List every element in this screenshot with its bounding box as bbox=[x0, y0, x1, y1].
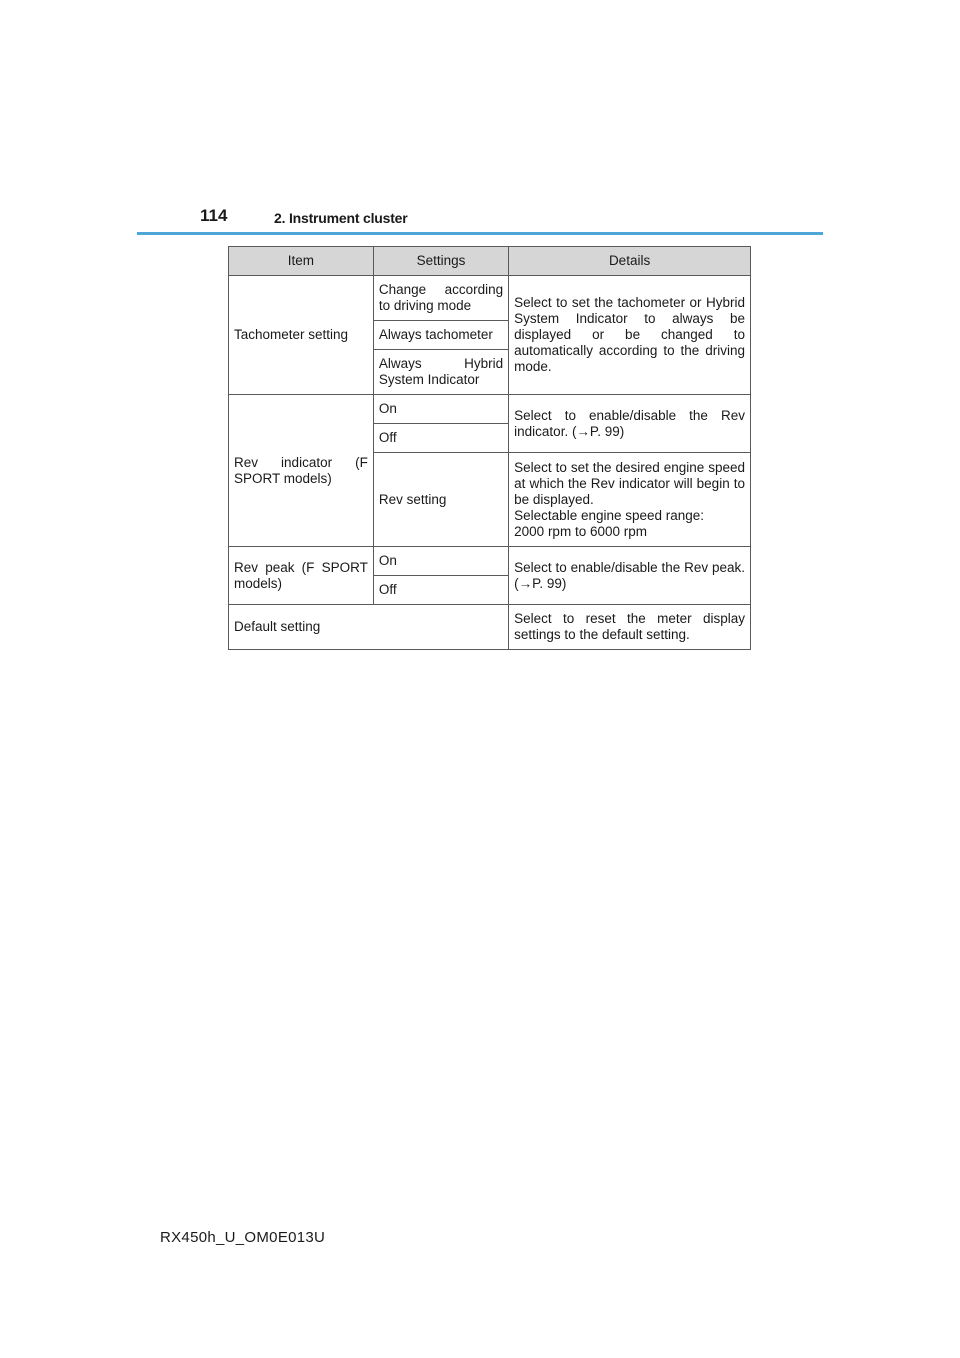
setting-peak-off: Off bbox=[373, 576, 508, 605]
table-row bbox=[229, 547, 751, 576]
setting-always-tachometer: Always tachometer bbox=[373, 321, 508, 350]
setting-rev-off: Off bbox=[373, 424, 508, 453]
section-title: 2. Instrument cluster bbox=[274, 210, 408, 226]
column-header-details: Details bbox=[509, 247, 751, 276]
table-row bbox=[229, 395, 751, 424]
settings-table bbox=[228, 246, 751, 650]
page-number: 114 bbox=[200, 206, 228, 225]
table-row bbox=[229, 605, 751, 650]
setting-always-hybrid: Always Hybrid System Indicator bbox=[373, 350, 508, 395]
item-default-setting: Default setting bbox=[229, 605, 509, 650]
model-code: RX450h_U_OM0E013U bbox=[160, 1229, 326, 1246]
details-rev-onoff: Select to enable/disable the Rev indicator. (→P. 99) bbox=[509, 395, 751, 453]
details-range-value: 2000 rpm to 6000 rpm bbox=[514, 523, 647, 539]
page-header bbox=[137, 204, 823, 236]
table-row bbox=[229, 276, 751, 321]
item-tachometer-setting: Tachometer setting bbox=[229, 276, 374, 395]
details-rev-setting bbox=[509, 453, 751, 547]
setting-peak-on: On bbox=[373, 547, 508, 576]
header-rule bbox=[137, 232, 823, 235]
column-header-item: Item bbox=[229, 247, 374, 276]
details-default-setting: Select to reset the meter display settings to the default setting. bbox=[509, 605, 751, 650]
details-rev-peak: Select to enable/disable the Rev peak. (→P. 99) bbox=[509, 547, 751, 605]
details-range-label: Selectable engine speed range: bbox=[514, 507, 705, 523]
details-rev-setting-text: Select to set the desired engine speed at which the Rev indicator will begin to be displayed. bbox=[514, 459, 745, 507]
column-header-settings: Settings bbox=[373, 247, 508, 276]
setting-change-according: Change according to driving mode bbox=[373, 276, 508, 321]
item-rev-indicator: Rev indicator (F SPORT models) bbox=[229, 395, 374, 547]
table-header-row bbox=[229, 247, 751, 276]
item-rev-peak: Rev peak (F SPORT models) bbox=[229, 547, 374, 605]
setting-rev-setting: Rev setting bbox=[373, 453, 508, 547]
details-tachometer: Select to set the tachometer or Hybrid System Indicator to always be displayed or be changed to automatically according to the driving mode. bbox=[509, 276, 751, 395]
setting-rev-on: On bbox=[373, 395, 508, 424]
